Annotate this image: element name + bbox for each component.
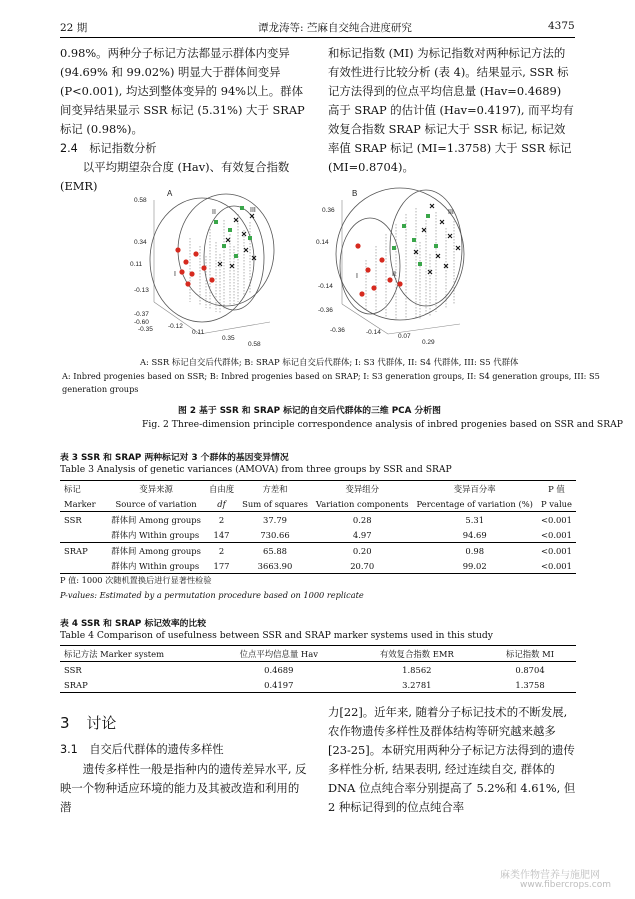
table-row: SSR 0.4689 1.8562 0.8704	[64, 664, 545, 675]
section-number: 2.4	[60, 142, 78, 155]
usefulness-table	[60, 645, 576, 693]
x-tick: -0.36	[330, 327, 345, 334]
table3-note-cn: P 值: 1000 次随机置换后进行显著性检验	[60, 575, 212, 585]
watermark-cn: 麻类作物营养与施肥网	[500, 870, 600, 881]
discussion-right-paragraph: 力[22]。近年来, 随着分子标记技术的不断发展, 农作物遗传多样性及群体结构等研究越来越多[23-25]。本研究用两种分子标记方法得到的遗传多样性分析, 结果表明, 经过连续自交, 群体的 DNA 位点纯合率分别提高了 5.2%和 4.61%, 但 2 种标记得到的位点纯合率	[328, 705, 576, 814]
paragraph: 和标记指数 (MI) 为标记指数对两种标记方法的有效性进行比较分析 (表 4)。结果显示, SSR 标记方法得到的位点平均信息量 (Hav=0.4689) 高于 SRAP 的估计值 (Hav=0.4197), 而平均有效复合指数 SRAP 标记大于 SSR 标记, 标记效率值 SRAP 标记 (MI=1.3758) 大于 SSR 标记 (MI=0.8704)。	[328, 46, 574, 174]
table3-note-en: P-values: Estimated by a permutation procedure based on 1000 replicate	[60, 590, 364, 600]
table-row: 群体内 Within groups 177 3663.90 20.70 99.02 <0.001	[60, 558, 576, 574]
table3-title-en: Table 3 Analysis of genetic variances (AMOVA) from three groups by SSR and SRAP	[60, 464, 452, 475]
x-tick: -0.35	[138, 326, 153, 333]
paragraph: 以平均期望杂合度 (Hav)、有效复合指数 (EMR)	[60, 160, 290, 193]
group-label: II	[392, 271, 396, 278]
group-ellipse	[340, 218, 400, 314]
section-title: 标记指数分析	[89, 142, 157, 155]
header-rule	[60, 37, 575, 38]
y-tick: 0.34	[134, 239, 147, 246]
figure-legend-en: A: Inbred progenies based on SSR; B: Inbred progenies based on SRAP; I: S3 generation groups, II: S4 generation groups, III: S5 generation groups	[62, 371, 600, 394]
y-tick: -0.14	[318, 283, 333, 290]
section-heading	[60, 139, 310, 158]
y-tick: -0.60	[134, 319, 149, 326]
x-tick: -0.12	[168, 323, 183, 330]
x-tick: 0.35	[222, 335, 235, 342]
amova-table	[60, 480, 576, 574]
figure-title-en: Fig. 2 Three-dimension principle correspondence analysis of inbred progenies based on SSR and SRAP	[142, 419, 623, 430]
x-tick: 0.07	[398, 333, 411, 340]
table4-title-cn: 表 4 SSR 和 SRAP 标记效率的比较	[60, 619, 207, 629]
x-tick: 0.58	[248, 341, 261, 348]
group-label: I	[356, 273, 358, 280]
subsection-heading	[60, 741, 224, 757]
issue-number: 22 期	[60, 22, 88, 34]
panel-a	[130, 189, 274, 348]
group-label: III	[250, 207, 256, 214]
table-row: SRAP 群体间 Among groups 2 65.88 0.20 0.98 <0.001	[60, 543, 576, 559]
heading-number: 3	[60, 714, 70, 732]
group-ellipse	[178, 194, 274, 306]
group-label: II	[212, 209, 216, 216]
section-number: 3.1	[60, 743, 78, 756]
table-header-row: 标记方法 Marker system 位点平均信息量 Hav 有效复合指数 EMR 标记指数 MI	[60, 646, 576, 662]
page-number: 4375	[548, 20, 575, 32]
panel-b	[316, 188, 464, 346]
y-tick: 0.58	[134, 197, 147, 204]
table3-title-cn: 表 3 SSR 和 SRAP 两种标记对 3 个群体的基因变异情况	[60, 453, 289, 463]
paragraph: 0.98%。两种分子标记方法都显示群体内变异 (94.69% 和 99.02%) 明显大于群体间变异 (P<0.001), 均达到整体变异的 94%以上。群体间变异结果显示 SSR 标记 (5.31%) 大于 SRAP 标记 (0.98%)。	[60, 46, 305, 136]
table-row: 群体内 Within groups 147 730.66 4.97 94.69 <0.001	[111, 529, 572, 540]
y-tick: 0.36	[322, 207, 335, 214]
table4-title-en: Table 4 Comparison of usefulness between SSR and SRAP marker systems used in this study	[60, 630, 493, 641]
group-ellipse	[150, 198, 254, 322]
table-row: SSR 群体间 Among groups 2 37.79 0.28 5.31 <0.001	[64, 514, 572, 525]
x-tick: -0.14	[366, 329, 381, 336]
table-row: SRAP 0.4197 3.2781 1.3758	[60, 677, 576, 693]
y-tick: -0.37	[134, 311, 149, 318]
panel-label: B	[352, 189, 358, 198]
watermark-url: www.fibercrops.com	[520, 880, 611, 890]
figure-title-cn: 图 2 基于 SSR 和 SRAP 标记的自交后代群体的三维 PCA 分析图	[178, 406, 441, 416]
x-tick: 0.11	[192, 329, 205, 336]
pca-figure	[130, 184, 550, 350]
left-column	[60, 44, 310, 196]
y-tick: 0.11	[130, 261, 143, 268]
section-title: 自交后代群体的遗传多样性	[89, 743, 224, 756]
discussion-left-paragraph: 遗传多样性一般是指种内的遗传差异水平, 反映一个物种适应环境的能力及其被改造和利用的潜	[60, 762, 307, 814]
discussion-heading	[60, 712, 116, 733]
panel-label: A	[167, 189, 173, 198]
y-tick: 0.14	[316, 239, 329, 246]
group-label: III	[448, 209, 454, 216]
right-column	[328, 44, 576, 177]
y-tick: -0.36	[318, 307, 333, 314]
group-label: I	[174, 271, 176, 278]
y-tick: -0.13	[134, 287, 149, 294]
table-header-row: 标记 变异来源 自由度 方差和 变异组分 变异百分率 P 值	[60, 481, 576, 497]
running-title: 谭龙涛等: 苎麻自交纯合进度研究	[258, 22, 412, 34]
x-tick: 0.29	[422, 339, 435, 346]
heading-title: 讨论	[86, 714, 117, 732]
figure-legend-cn: A: SSR 标记自交后代群体; B: SRAP 标记自交后代群体; I: S3 代群体, II: S4 代群体, III: S5 代群体	[140, 357, 519, 367]
table-header-row: Marker Source of variation df Sum of squares Variation components Percentage of variation (%) P value	[60, 496, 576, 512]
